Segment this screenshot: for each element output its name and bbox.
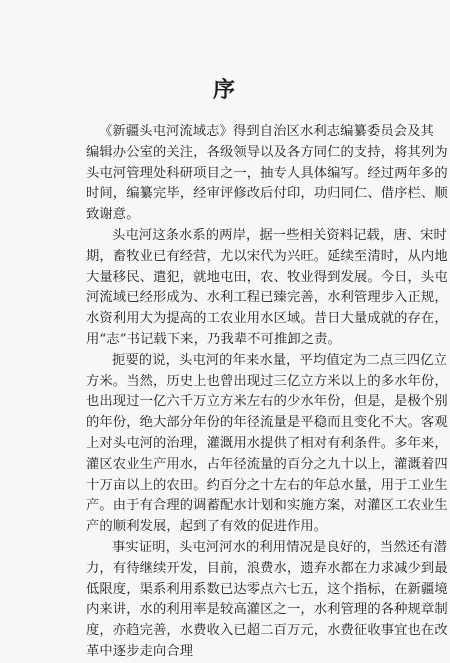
text-line: 事实证明，头屯河河水的利用情况是良好的，当然还有潜 xyxy=(112,539,447,555)
text-line: 革中逐步走向合理 xyxy=(86,643,194,659)
text-line: 头屯河管理处科研项目之一，抽专人具体编写。经过两年多的 xyxy=(86,165,448,181)
text-line: 时间，编纂完毕，经审评修改后付印，功归同仁、借序栏、顺 xyxy=(86,186,448,202)
text-line: 方米。当然，历史上也曾出现过三亿立方米以上的多水年份， xyxy=(86,373,448,389)
preface-body xyxy=(86,122,448,663)
text-line: 上对头屯河的治理，灌溉用水提供了相对有利条件。多年来， xyxy=(86,435,448,451)
text-line: 用“志”书记载下来，乃我辈不可推卸之责。 xyxy=(86,331,341,347)
page-title: 序 xyxy=(212,77,237,103)
text-line: 水资利用大为提高的工农业用水区域。昔日大量成就的存在， xyxy=(86,311,448,327)
text-line: 也出现过一亿六千万立方米左右的少水年份，但是，是极个别 xyxy=(86,394,448,410)
text-line: 力，有待继续开发，目前，浪费水，遗弃水都在力求减少到最 xyxy=(86,560,448,576)
text-line: 大量移民、遣犯，就地屯田，农、牧业得到发展。今日，头屯 xyxy=(86,269,448,285)
text-line: 头屯河这条水系的两岸，据一些相关资料记载，唐、宋时 xyxy=(112,227,447,243)
text-line: 扼要的说，头屯河的年来水量，平均值定为二点三四亿立 xyxy=(112,352,447,368)
text-line: 致谢意。 xyxy=(86,207,140,223)
text-line: 低限度，渠系利用系数已达零点六七五，这个指标，在新疆境 xyxy=(86,581,448,597)
text-line: 十万亩以上的农田。约百分之十左右的年总水量，用于工业生 xyxy=(86,477,448,493)
text-line: 期，畜牧业已有经营，尤以宋代为兴旺。延续至清时，从内地 xyxy=(86,248,448,264)
text-line: 《新疆头屯河流域志》得到自治区水利志编纂委员会及其 xyxy=(99,124,434,139)
text-line: 编辑办公室的关注，各级领导以及各方同仁的支持，将其列为 xyxy=(86,144,448,160)
text-line: 河流域已经形成为、水利工程已臻完善，水利管理步入正规， xyxy=(86,290,448,306)
text-line: 产的顺利发展，起到了有效的促进作用。 xyxy=(86,519,328,535)
text-line: 内来讲，水的利用率是较高灌区之一，水利管理的各种规章制 xyxy=(86,602,448,618)
text-line: 产。由于有合理的调蓄配水计划和实施方案，对灌区工农业生 xyxy=(86,498,448,514)
text-line: 度，亦趋完善，水费收入已超二百万元，水费征收事宜也在改 xyxy=(86,623,448,639)
text-line: 的年份，绝大部分年份的年径流量是平稳而且变化不大。客观 xyxy=(86,415,448,431)
text-line: 灌区农业生产用水，占年径流量的百分之九十以上，灌溉着四 xyxy=(86,456,448,472)
